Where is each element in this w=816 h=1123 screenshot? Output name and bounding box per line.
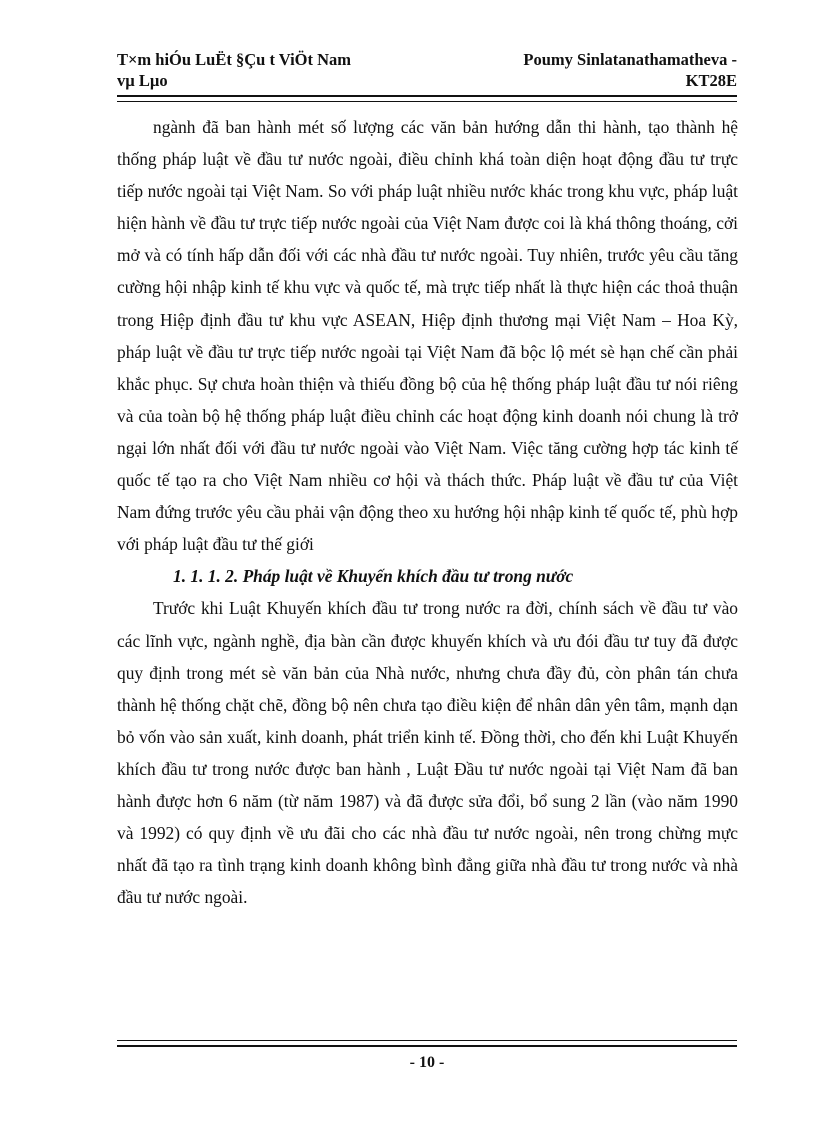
header-rule-thick: [117, 95, 737, 97]
section-subheading: 1. 1. 1. 2. Pháp luật về Khuyến khích đầu tư trong nước: [173, 566, 574, 587]
header-title-line2: vµ Lµo: [117, 71, 168, 90]
header-author: [437, 49, 737, 91]
header-document-title: [117, 49, 417, 91]
page-number: - 10 -: [409, 1054, 445, 1071]
footer-rule-thick: [117, 1045, 737, 1047]
header-author-line2: KT28E: [685, 71, 737, 90]
body-paragraph: Trước khi Luật Khuyến khích đầu tư trong nước ra đời, chính sách về đầu tư vào các lĩnh vực, ngành nghề, địa bàn cần được khuyến khích và ưu đói đầu tư tuy đã được quy định trong mét sè văn bản của Nhà nước, nhưng chưa đầy đủ, còn phân tán chưa thành hệ thống chặt chẽ, đồng bộ nên chưa tạo điều kiện để nhân dân yên tâm, mạnh dạn bỏ vốn vào sản xuất, kinh doanh, phát triển kinh tế. Đồng thời, cho đến khi Luật Khuyến khích đầu tư trong nước được ban hành , Luật Đầu tư nước ngoài tại Việt Nam đã ban hành được hơn 6 năm (từ năm 1987) và đã được sửa đổi, bổ sung 2 lần (vào năm 1990 và 1992) có quy định về ưu đãi cho các nhà đầu tư nước ngoài, nên trong chừng mực nhất đã tạo ra tình trạng kinh doanh không bình đẳng giữa nhà đầu tư trong nước và nhà đầu tư nước ngoài.: [117, 598, 738, 908]
header-author-line1: Poumy Sinlatanathamatheva -: [523, 50, 737, 69]
header-title-line1: T×m hiÓu LuËt §Çu t ViÖt Nam: [117, 50, 352, 69]
header-rule-thin: [117, 101, 737, 102]
body-paragraph: ngành đã ban hành mét số lượng các văn bản hướng dẫn thi hành, tạo thành hệ thống pháp luật về đầu tư nước ngoài, điều chỉnh khá toàn diện hoạt động đầu tư trực tiếp nước ngoài tại Việt Nam. So với pháp luật nhiều nước khác trong khu vực, pháp luật hiện hành về đầu tư trực tiếp nước ngoài của Việt Nam được coi là khá thông thoáng, cởi mở và có tính hấp dẫn đối với các nhà đầu tư nước ngoài. Tuy nhiên, trước yêu cầu tăng cường hội nhập kinh tế khu vực và quốc tế, mà trực tiếp nhất là thực hiện các thoả thuận trong Hiệp định đầu tư khu vực ASEAN, Hiệp định thương mại Việt Nam – Hoa Kỳ, pháp luật về đầu tư trực tiếp nước ngoài tại Việt Nam đã bộc lộ mét sè hạn chế cần phải khắc phục. Sự chưa hoàn thiện và thiếu đồng bộ của hệ thống pháp luật đầu tư nói riêng và của toàn bộ hệ thống pháp luật điều chỉnh các hoạt động kinh doanh nói chung là trở ngại lớn nhất đối với đầu tư nước ngoài vào Việt Nam. Việc tăng cường hợp tác kinh tế quốc tế tạo ra cho Việt Nam nhiều cơ hội và thách thức. Pháp luật về đầu tư của Việt Nam đứng trước yêu cầu phải vận động theo xu hướng hội nhập kinh tế quốc tế, phù hợp với pháp luật đầu tư thế giới: [117, 117, 738, 555]
page-body: [117, 111, 738, 913]
footer-rule-thin: [117, 1040, 737, 1041]
page-header: [117, 49, 737, 91]
